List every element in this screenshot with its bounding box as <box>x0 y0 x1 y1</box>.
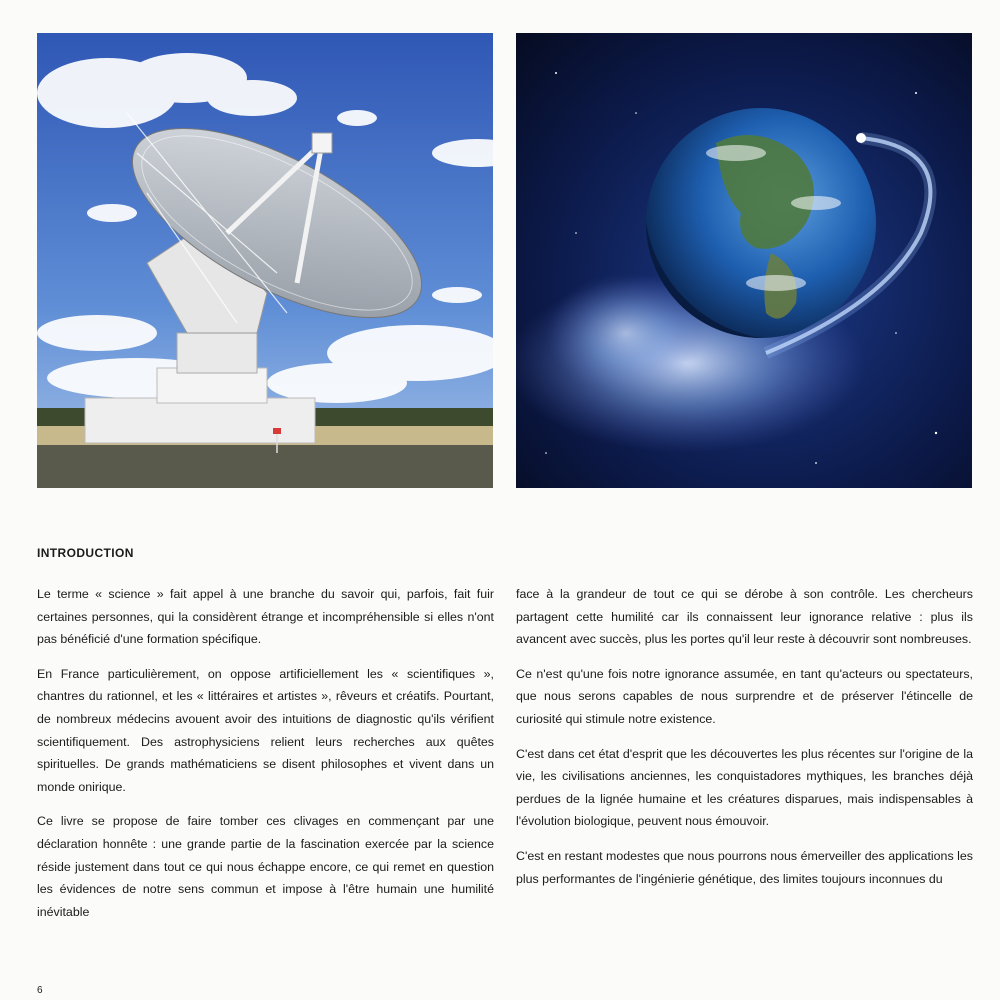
radio-telescope-photo <box>37 33 493 488</box>
radio-telescope-illustration <box>37 33 493 488</box>
left-text-column <box>37 583 494 935</box>
page-number: 6 <box>37 985 43 996</box>
section-heading: INTRODUCTION <box>37 546 134 560</box>
paragraph: En France particulièrement, on oppose artificiellement les « scientifiques », chantres du rationnel, et les « littéraires et artistes », rêveurs et créatifs. Pourtant, de nombreux médecins avouent avoir des intuitions de diagnostic qu'ils vérifient scientifiquement. Des astrophysiciens relient leurs recherches aux quêtes spirituelles. De grands mathématiciens se disent philosophes et vivent dans un monde onirique. <box>37 666 494 794</box>
earth-comet-illustration <box>516 33 972 488</box>
paragraph: face à la grandeur de tout ce qui se dérobe à son contrôle. Les chercheurs partagent cette humilité car ils connaissent leur ignorance relative : plus ils avancent avec succès, plus les portes qu'il leur reste à découvrir sont nombreuses. <box>516 587 973 647</box>
earth-space-photo <box>516 33 972 488</box>
paragraph: Ce n'est qu'une fois notre ignorance assumée, en tant qu'acteurs ou spectateurs, que nous serons capables de nous surprendre et de préserver l'étincelle de curiosité qui stimule notre existence. <box>516 666 973 726</box>
paragraph: Le terme « science » fait appel à une branche du savoir qui, parfois, fait fuir certaines personnes, qui la considèrent étrange et incompréhensible si elles n'ont pas bénéficié d'une formation spécifique. <box>37 587 494 647</box>
right-text-column <box>516 583 973 902</box>
paragraph: C'est en restant modestes que nous pourrons nous émerveiller des applications les plus performantes de l'ingénierie génétique, des limites toujours inconnues du <box>516 848 973 886</box>
paragraph: Ce livre se propose de faire tomber ces clivages en commençant par une déclaration honnête : une grande partie de la fascination exercée par la science réside justement dans tout ce qui nous échappe encore, ce qui remet en question les évidences de notre sens commun et impose à l'être humain une humilité inévitable <box>37 814 494 919</box>
paragraph: C'est dans cet état d'esprit que les découvertes les plus récentes sur l'origine de la vie, les civilisations anciennes, les conquistadores mythiques, les branches déjà perdues de la lignée humaine et les créatures disparues, mais indispensables à l'évolution biologique, peuvent nous émouvoir. <box>516 746 973 829</box>
